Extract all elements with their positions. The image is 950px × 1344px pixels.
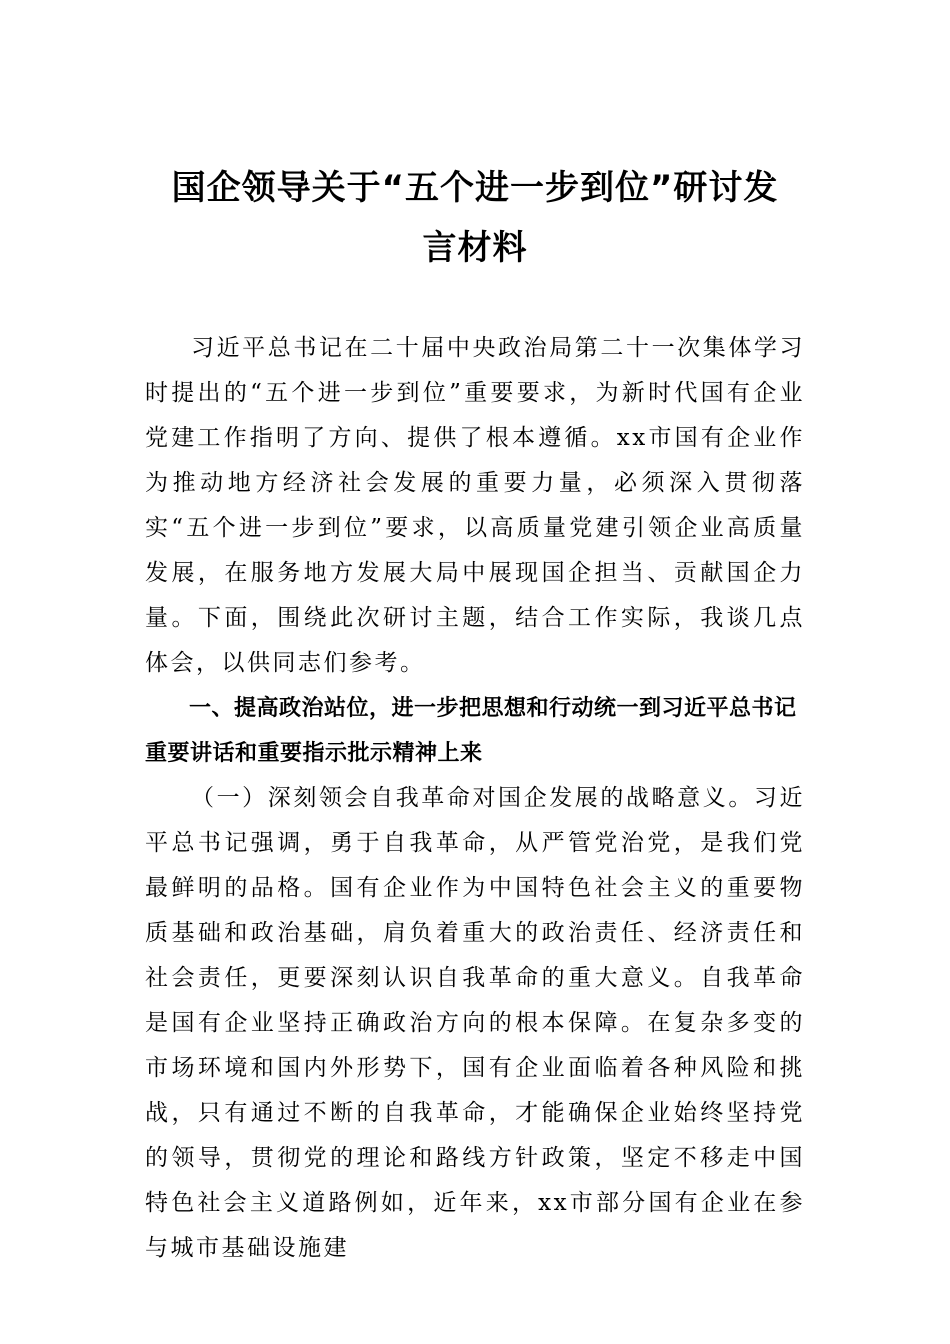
document-title [145,0,805,278]
title-line-1: 国企领导关于“五个进一步到位”研讨发 [171,168,779,208]
subsection-1-paragraph: （一）深刻领会自我革命对国企发展的战略意义。习近平总书记强调，勇于自我革命，从严管党治党，是我们党最鲜明的品格。国有企业作为中国特色社会主义的重要物质基础和政治基础，肩负着重大的政治责任、经济责任和社会责任，更要深刻认识自我革命的重大意义。自我革命是国有企业坚持正确政治方向的根本保障。在复杂多变的市场环境和国内外形势下，国有企业面临着各种风险和挑战，只有通过不断的自我革命，才能确保企业始终坚持党的领导，贯彻党的理论和路线方针政策，坚定不移走中国特色社会主义道路例如，近年来，xx市部分国有企业在参与城市基础设施建 [145,785,805,1261]
title-line-2: 言材料 [422,228,528,268]
intro-paragraph: 习近平总书记在二十届中央政治局第二十一次集体学习时提出的“五个进一步到位”重要要求，为新时代国有企业党建工作指明了方向、提供了根本遵循。xx市国有企业作为推动地方经济社会发展的重要力量，必须深入贯彻落实“五个进一步到位”要求，以高质量党建引领企业高质量发展，在服务地方发展大局中展现国企担当、贡献国企力量。下面，围绕此次研讨主题，结合工作实际，我谈几点体会，以供同志们参考。 [145,335,805,676]
section-1-heading: 一、提高政治站位，进一步把思想和行动统一到习近平总书记重要讲话和重要指示批示精神上来 [145,696,797,766]
